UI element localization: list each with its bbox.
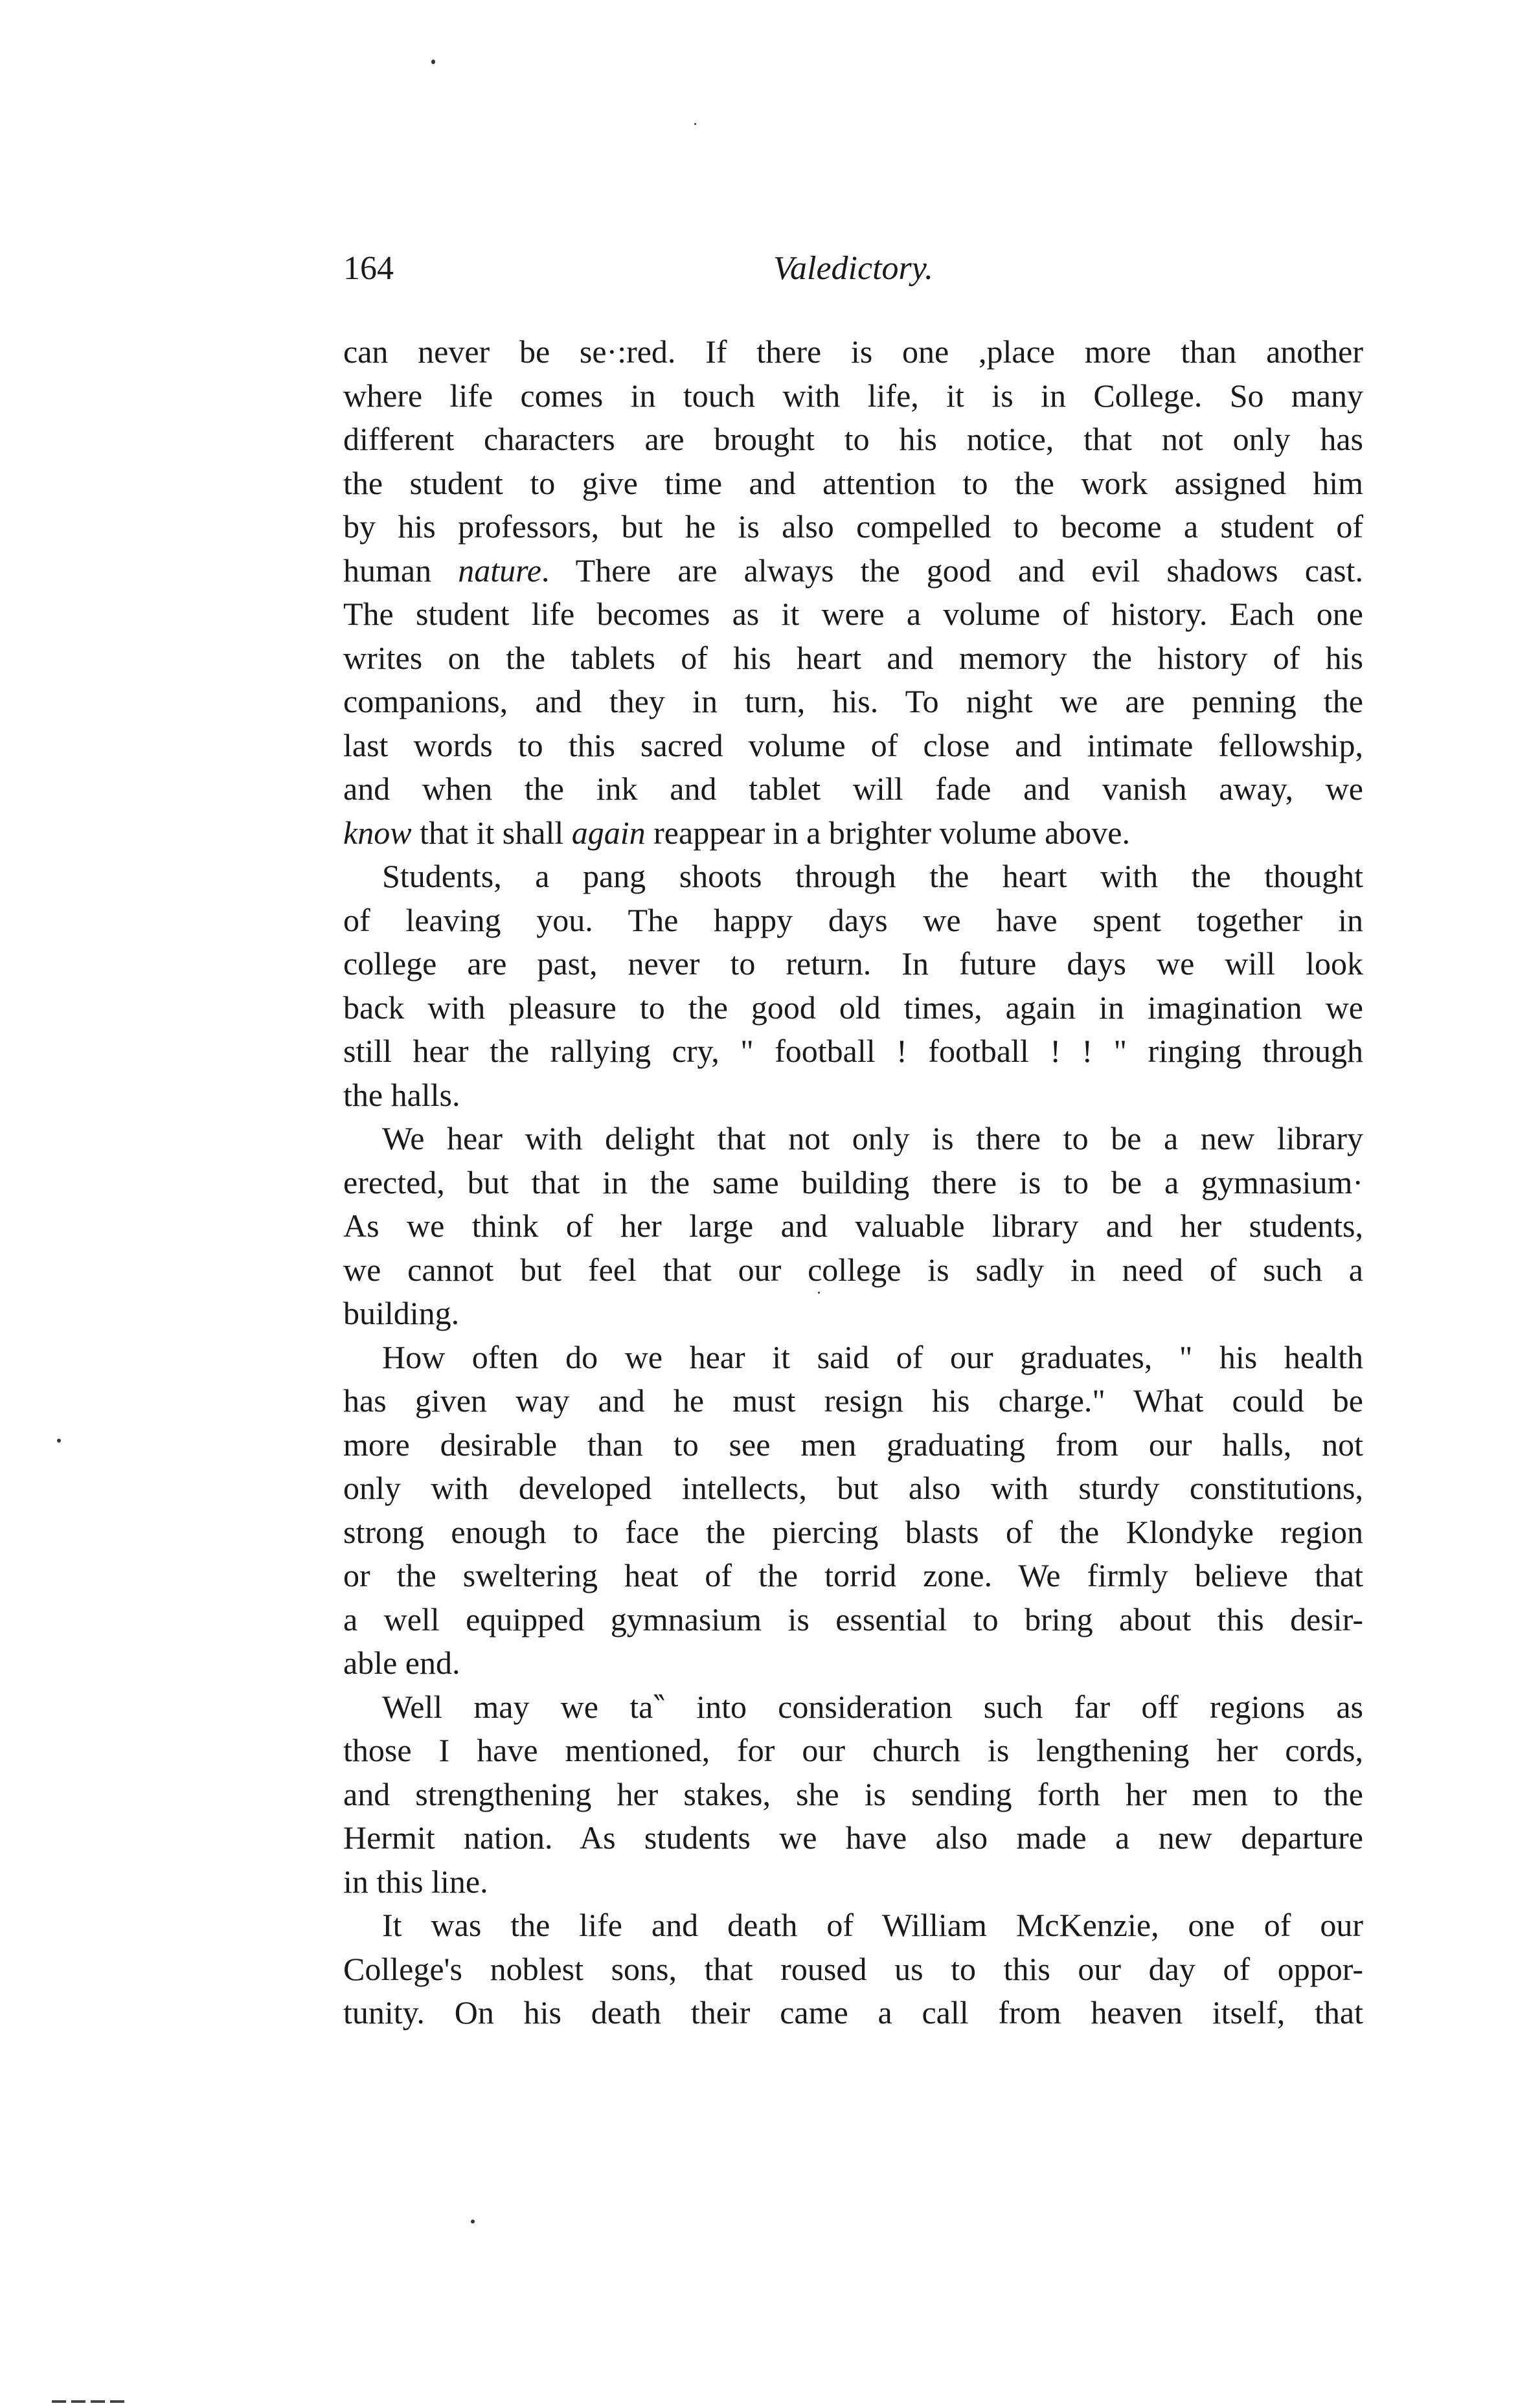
text-line: or the sweltering heat of the torrid zone. We firmly believe that (343, 1557, 1363, 1593)
ink-speck (694, 123, 696, 125)
text-line: has given way and he must resign his charge." What could be (343, 1382, 1363, 1419)
text-line: writes on the tablets of his heart and memory the history of his (343, 639, 1363, 676)
text-line: College's noblest sons, that roused us to this our day of oppor- (343, 1950, 1363, 1987)
text-line: the halls. (343, 1076, 460, 1113)
text-line: only with developed intellects, but also with sturdy constitutions, (343, 1470, 1363, 1506)
text-line: Well may we ta‶ into consideration such far off regions as (382, 1688, 1363, 1725)
running-title: Valedictory. (773, 250, 933, 287)
text-line: The student life becomes as it were a volume of history. Each one (343, 596, 1363, 632)
ink-speck (57, 1439, 61, 1443)
text-line: How often do we hear it said of our graduates, " his health (382, 1338, 1363, 1375)
text-line: human nature. There are always the good and evil shadows cast. (343, 552, 1363, 589)
body-text (343, 330, 1363, 2035)
text-line: Students, a pang shoots through the heart with the thought (382, 858, 1363, 894)
text-line: strong enough to face the piercing blasts of the Klondyke region (343, 1513, 1363, 1550)
text-line: tunity. On his death their came a call from heaven itself, that (343, 1994, 1363, 2031)
scan-edge-mark (52, 2400, 130, 2403)
text-line: last words to this sacred volume of close and intimate fellowship, (343, 726, 1363, 763)
text-line: As we think of her large and valuable library and her students, (343, 1208, 1363, 1244)
text-line: Hermit nation. As students we have also made a new departure (343, 1819, 1363, 1856)
page-number: 164 (343, 250, 394, 287)
text-line: where life comes in touch with life, it is in College. So many (343, 377, 1363, 414)
text-line: erected, but that in the same building there is to be a gymnasium· (343, 1164, 1363, 1200)
ink-speck (471, 2220, 475, 2223)
page-header (343, 249, 1363, 295)
text-line: by his professors, but he is also compelled to become a student of (343, 508, 1363, 545)
text-line: the student to give time and attention to the work assigned him (343, 464, 1363, 501)
text-line: back with pleasure to the good old times, again in imagination we (343, 989, 1363, 1026)
text-line: companions, and they in turn, his. To night we are penning the (343, 683, 1363, 719)
text-line: able end. (343, 1645, 460, 1681)
text-line: know that it shall again reappear in a brighter volume above. (343, 814, 1130, 851)
text-line: college are past, never to return. In future days we will look (343, 945, 1363, 982)
text-line: we cannot but feel that our college is sadly in need of such a (343, 1251, 1363, 1288)
text-line: can never be se·:red. If there is one ,place more than another (343, 333, 1363, 370)
text-line: of leaving you. The happy days we have spent together in (343, 901, 1363, 938)
text-line: building. (343, 1295, 460, 1331)
text-line: in this line. (343, 1863, 488, 1900)
text-line: different characters are brought to his notice, that not only has (343, 421, 1363, 457)
text-line: It was the life and death of William McKenzie, one of our (382, 1907, 1363, 1943)
text-line: a well equipped gymnasium is essential to bring about this desir- (343, 1601, 1363, 1637)
text-line: and strengthening her stakes, she is sending forth her men to the (343, 1775, 1363, 1812)
text-line: those I have mentioned, for our church is lengthening her cords, (343, 1732, 1363, 1768)
text-line: more desirable than to see men graduating from our halls, not (343, 1426, 1363, 1463)
text-line: We hear with delight that not only is there to be a new library (382, 1120, 1363, 1156)
text-line: and when the ink and tablet will fade and vanish away, we (343, 771, 1363, 807)
text-line: still hear the rallying cry, " football ! football ! ! " ringing through (343, 1033, 1363, 1069)
ink-speck (431, 60, 435, 64)
